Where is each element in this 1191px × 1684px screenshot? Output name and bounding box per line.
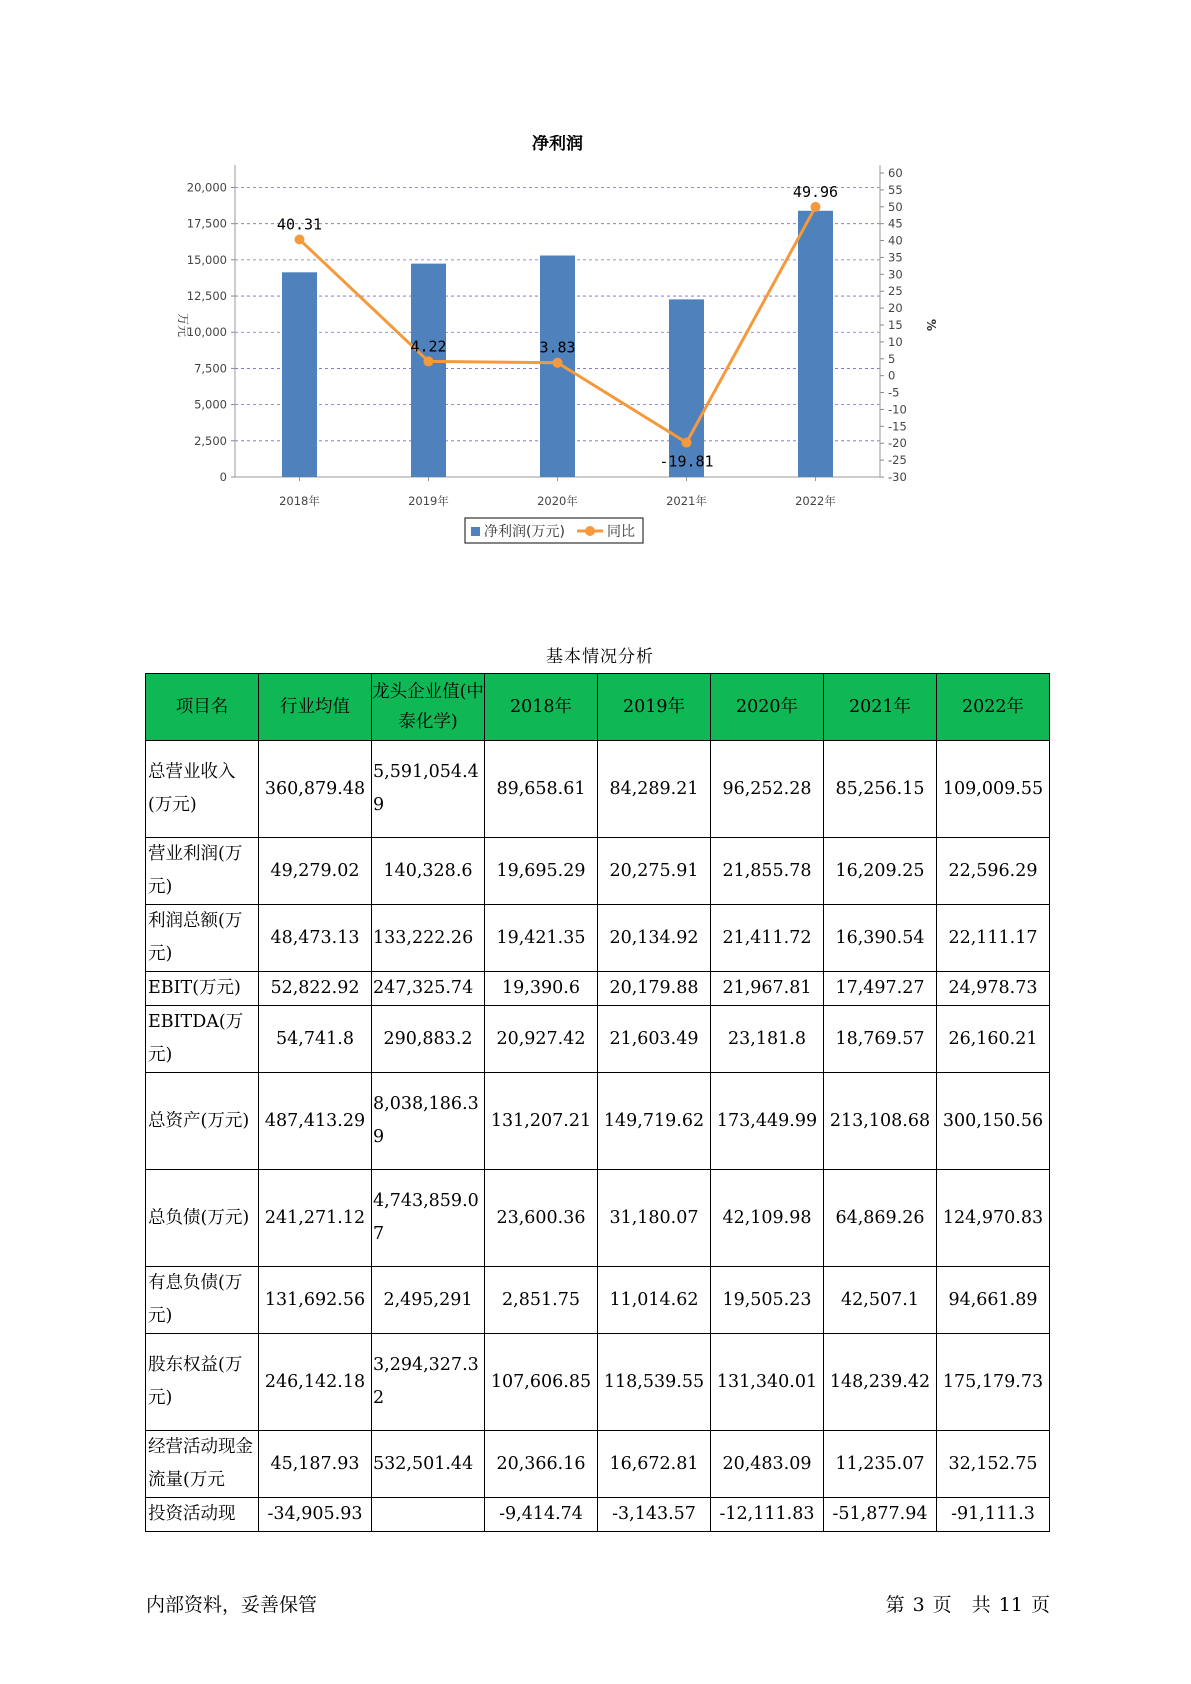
table-cell: 19,505.23 bbox=[711, 1267, 824, 1334]
table-cell bbox=[372, 1498, 485, 1532]
y2-tick-label: -20 bbox=[888, 436, 907, 451]
chart-title: 净利润 bbox=[532, 135, 583, 154]
row-label: 有息负债(万元) bbox=[146, 1267, 259, 1334]
y2-tick-label: 25 bbox=[888, 284, 903, 299]
table-header-cell: 2021年 bbox=[824, 674, 937, 741]
table-cell: 19,421.35 bbox=[485, 905, 598, 972]
table-cell: 84,289.21 bbox=[598, 741, 711, 838]
y2-tick-label: 10 bbox=[888, 334, 903, 349]
table-cell: 54,741.8 bbox=[259, 1006, 372, 1073]
y-tick-label: 12,500 bbox=[186, 289, 227, 304]
table-cell: 31,180.07 bbox=[598, 1170, 711, 1267]
table-cell: 19,390.6 bbox=[485, 972, 598, 1006]
table-cell: 20,483.09 bbox=[711, 1431, 824, 1498]
table-cell: 487,413.29 bbox=[259, 1073, 372, 1170]
bar bbox=[411, 264, 446, 477]
table-cell: 21,967.81 bbox=[711, 972, 824, 1006]
y2-tick-label: 30 bbox=[888, 267, 903, 282]
table-cell: -3,143.57 bbox=[598, 1498, 711, 1532]
y2-tick-label: -25 bbox=[888, 453, 907, 468]
table-cell: 173,449.99 bbox=[711, 1073, 824, 1170]
yoy-point bbox=[553, 358, 563, 368]
row-label: 经营活动现金流量(万元 bbox=[146, 1431, 259, 1498]
table-cell: 21,855.78 bbox=[711, 838, 824, 905]
y2-tick-label: 45 bbox=[888, 216, 903, 231]
table-cell: 11,235.07 bbox=[824, 1431, 937, 1498]
table-cell: 140,328.6 bbox=[372, 838, 485, 905]
table-row bbox=[146, 1498, 1050, 1532]
y-tick-label: 5,000 bbox=[194, 397, 227, 412]
row-label: 总负债(万元) bbox=[146, 1170, 259, 1267]
y2-tick-label: 60 bbox=[888, 166, 903, 180]
yoy-data-label: 3.83 bbox=[539, 338, 576, 357]
table-cell: 131,340.01 bbox=[711, 1334, 824, 1431]
y-tick-label: 7,500 bbox=[194, 361, 227, 376]
row-label: 股东权益(万元) bbox=[146, 1334, 259, 1431]
table-header-cell: 行业均值 bbox=[259, 674, 372, 741]
table-cell: 21,411.72 bbox=[711, 905, 824, 972]
legend-label-bar: 净利润(万元) bbox=[484, 524, 565, 540]
table-cell: 107,606.85 bbox=[485, 1334, 598, 1431]
table-cell: 20,275.91 bbox=[598, 838, 711, 905]
y2-tick-label: 50 bbox=[888, 199, 903, 214]
table-cell: 22,111.17 bbox=[937, 905, 1050, 972]
table-header-cell: 2018年 bbox=[485, 674, 598, 741]
x-tick-label: 2022年 bbox=[795, 494, 836, 508]
table-cell: 16,209.25 bbox=[824, 838, 937, 905]
table-cell: 52,822.92 bbox=[259, 972, 372, 1006]
table-cell: 20,134.92 bbox=[598, 905, 711, 972]
table-cell: 48,473.13 bbox=[259, 905, 372, 972]
table-cell: 149,719.62 bbox=[598, 1073, 711, 1170]
table-cell: 532,501.44 bbox=[372, 1431, 485, 1498]
y-tick-label: 0 bbox=[219, 470, 227, 484]
legend-swatch-point bbox=[585, 526, 595, 536]
table-row bbox=[146, 1006, 1050, 1073]
x-tick-label: 2019年 bbox=[408, 494, 449, 508]
table-cell: 24,978.73 bbox=[937, 972, 1050, 1006]
table-cell: 42,109.98 bbox=[711, 1170, 824, 1267]
table-caption: 基本情况分析 bbox=[546, 647, 654, 667]
table-cell: 133,222.26 bbox=[372, 905, 485, 972]
row-label: 总营业收入(万元) bbox=[146, 741, 259, 838]
table-cell: 11,014.62 bbox=[598, 1267, 711, 1334]
table-cell: 109,009.55 bbox=[937, 741, 1050, 838]
y-tick-label: 15,000 bbox=[186, 252, 227, 267]
x-tick-label: 2021年 bbox=[666, 494, 707, 508]
yoy-data-label: -19.81 bbox=[659, 452, 714, 471]
table-cell: 89,658.61 bbox=[485, 741, 598, 838]
table-cell: -91,111.3 bbox=[937, 1498, 1050, 1532]
table-header-cell: 2020年 bbox=[711, 674, 824, 741]
table-cell: 26,160.21 bbox=[937, 1006, 1050, 1073]
table-cell: 175,179.73 bbox=[937, 1334, 1050, 1431]
y-axis-label: 万元 bbox=[176, 312, 190, 338]
y2-tick-label: 20 bbox=[888, 301, 903, 316]
y2-tick-label: 35 bbox=[888, 250, 903, 265]
page-prefix: 第 bbox=[885, 1594, 905, 1616]
table-cell: 16,390.54 bbox=[824, 905, 937, 972]
table-cell: 290,883.2 bbox=[372, 1006, 485, 1073]
table-cell: 20,179.88 bbox=[598, 972, 711, 1006]
table-cell: 64,869.26 bbox=[824, 1170, 937, 1267]
y-tick-label: 10,000 bbox=[186, 325, 227, 340]
table-cell: 94,661.89 bbox=[937, 1267, 1050, 1334]
table-cell: 49,279.02 bbox=[259, 838, 372, 905]
yoy-point bbox=[811, 202, 821, 212]
table-cell: 131,692.56 bbox=[259, 1267, 372, 1334]
table-row bbox=[146, 838, 1050, 905]
page-number: 3 bbox=[912, 1594, 925, 1616]
table-cell: 241,271.12 bbox=[259, 1170, 372, 1267]
y2-tick-label: 55 bbox=[888, 182, 903, 197]
table-cell: 45,187.93 bbox=[259, 1431, 372, 1498]
x-tick-label: 2018年 bbox=[279, 494, 320, 508]
table-cell: 16,672.81 bbox=[598, 1431, 711, 1498]
table-cell: 360,879.48 bbox=[259, 741, 372, 838]
total-unit: 页 bbox=[1030, 1594, 1050, 1616]
x-tick-label: 2020年 bbox=[537, 494, 578, 508]
y2-tick-label: 40 bbox=[888, 233, 903, 248]
y2-axis-label: % bbox=[924, 318, 938, 332]
table-cell: -9,414.74 bbox=[485, 1498, 598, 1532]
y2-tick-label: -30 bbox=[888, 470, 907, 484]
table-cell: 42,507.1 bbox=[824, 1267, 937, 1334]
bar bbox=[282, 272, 317, 477]
y2-tick-label: -10 bbox=[888, 402, 907, 417]
table-cell: 22,596.29 bbox=[937, 838, 1050, 905]
yoy-point bbox=[424, 356, 434, 366]
y-tick-label: 2,500 bbox=[194, 433, 227, 448]
bar bbox=[798, 211, 833, 477]
yoy-data-label: 40.31 bbox=[276, 215, 323, 234]
bar bbox=[669, 299, 704, 477]
row-label: EBITDA(万元) bbox=[146, 1006, 259, 1073]
table-cell: 20,366.16 bbox=[485, 1431, 598, 1498]
table-body bbox=[146, 741, 1050, 1532]
table-row bbox=[146, 1334, 1050, 1431]
table-cell: 5,591,054.49 bbox=[372, 741, 485, 838]
y2-tick-label: -15 bbox=[888, 419, 907, 434]
table-cell: 20,927.42 bbox=[485, 1006, 598, 1073]
row-label: 总资产(万元) bbox=[146, 1073, 259, 1170]
table-cell: 118,539.55 bbox=[598, 1334, 711, 1431]
table-cell: 131,207.21 bbox=[485, 1073, 598, 1170]
table-header-cell: 2022年 bbox=[937, 674, 1050, 741]
table-row bbox=[146, 741, 1050, 838]
table-cell: 85,256.15 bbox=[824, 741, 937, 838]
table-row bbox=[146, 1431, 1050, 1498]
y2-tick-label: 5 bbox=[888, 351, 896, 366]
table-header-row bbox=[146, 674, 1050, 741]
table-header-cell: 2019年 bbox=[598, 674, 711, 741]
total-pages: 11 bbox=[998, 1594, 1023, 1616]
basic-analysis-table bbox=[145, 673, 1050, 1532]
net-profit-chart bbox=[175, 135, 1015, 595]
table-cell: -12,111.83 bbox=[711, 1498, 824, 1532]
table-cell: 124,970.83 bbox=[937, 1170, 1050, 1267]
row-label: 营业利润(万元) bbox=[146, 838, 259, 905]
y-tick-label: 20,000 bbox=[186, 180, 227, 195]
table-row bbox=[146, 972, 1050, 1006]
chart-svg bbox=[175, 135, 1015, 595]
table-cell: -51,877.94 bbox=[824, 1498, 937, 1532]
table-cell: 23,600.36 bbox=[485, 1170, 598, 1267]
y2-tick-label: 15 bbox=[888, 318, 903, 332]
table-cell: 3,294,327.32 bbox=[372, 1334, 485, 1431]
y-tick-label: 17,500 bbox=[186, 216, 227, 231]
table-cell: 21,603.49 bbox=[598, 1006, 711, 1073]
table-cell: 213,108.68 bbox=[824, 1073, 937, 1170]
footer-page-info bbox=[882, 1590, 1054, 1617]
y2-tick-label: 0 bbox=[888, 368, 896, 383]
table-row bbox=[146, 905, 1050, 972]
table-cell: 18,769.57 bbox=[824, 1006, 937, 1073]
legend-swatch-bar bbox=[471, 527, 480, 536]
table-row bbox=[146, 1267, 1050, 1334]
table-cell: 247,325.74 bbox=[372, 972, 485, 1006]
yoy-data-label: 49.96 bbox=[792, 182, 839, 201]
table-cell: -34,905.93 bbox=[259, 1498, 372, 1532]
table-row bbox=[146, 1073, 1050, 1170]
yoy-point bbox=[682, 438, 692, 448]
yoy-point bbox=[295, 235, 305, 245]
table-cell: 4,743,859.07 bbox=[372, 1170, 485, 1267]
table-cell: 300,150.56 bbox=[937, 1073, 1050, 1170]
table-cell: 17,497.27 bbox=[824, 972, 937, 1006]
y2-tick-label: -5 bbox=[888, 385, 900, 400]
table-cell: 32,152.75 bbox=[937, 1431, 1050, 1498]
yoy-data-label: 4.22 bbox=[410, 337, 447, 356]
table-cell: 246,142.18 bbox=[259, 1334, 372, 1431]
row-label: 利润总额(万元) bbox=[146, 905, 259, 972]
table-cell: 2,495,291 bbox=[372, 1267, 485, 1334]
table-cell: 23,181.8 bbox=[711, 1006, 824, 1073]
footer-confidential-note: 内部资料，妥善保管 bbox=[146, 1594, 318, 1616]
table-cell: 19,695.29 bbox=[485, 838, 598, 905]
table-cell: 2,851.75 bbox=[485, 1267, 598, 1334]
legend-label-line: 同比 bbox=[607, 524, 635, 540]
table-header-cell: 龙头企业值(中泰化学) bbox=[372, 674, 485, 741]
table-cell: 148,239.42 bbox=[824, 1334, 937, 1431]
table-header-cell: 项目名 bbox=[146, 674, 259, 741]
table-row bbox=[146, 1170, 1050, 1267]
row-label: EBIT(万元) bbox=[146, 972, 259, 1006]
table-cell: 96,252.28 bbox=[711, 741, 824, 838]
total-prefix: 共 bbox=[971, 1594, 991, 1616]
row-label: 投资活动现 bbox=[146, 1498, 259, 1532]
page-unit: 页 bbox=[932, 1594, 952, 1616]
table-cell: 8,038,186.39 bbox=[372, 1073, 485, 1170]
